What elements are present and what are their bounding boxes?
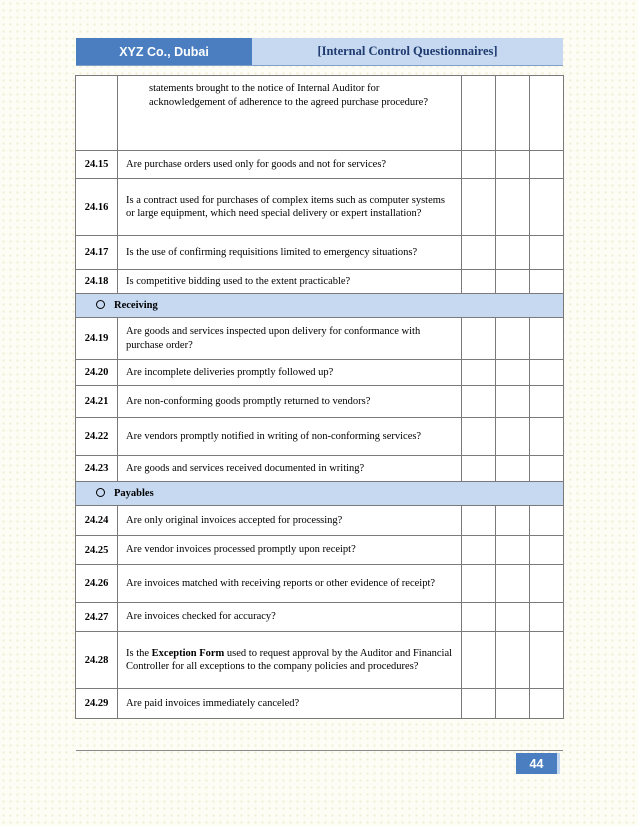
answer-cell-na[interactable] bbox=[530, 386, 564, 418]
answer-cell-no[interactable] bbox=[496, 76, 530, 151]
section-row-receiving bbox=[76, 294, 564, 318]
answer-cell-no[interactable] bbox=[496, 151, 530, 179]
answer-cell-yes[interactable] bbox=[462, 318, 496, 360]
answer-cell-no[interactable] bbox=[496, 418, 530, 456]
question-text: Is the Exception Form used to request approval by the Auditor and Financial Controller for all exceptions to the company policies and procedures? bbox=[118, 632, 462, 689]
answer-cell-yes[interactable] bbox=[462, 360, 496, 386]
answer-cell-yes[interactable] bbox=[462, 418, 496, 456]
answer-cell-yes[interactable] bbox=[462, 632, 496, 689]
item-number: 24.26 bbox=[76, 565, 118, 603]
item-number: 24.29 bbox=[76, 689, 118, 719]
item-number bbox=[76, 76, 118, 151]
table-row bbox=[76, 76, 564, 151]
answer-cell-yes[interactable] bbox=[462, 536, 496, 565]
answer-cell-yes[interactable] bbox=[462, 456, 496, 482]
question-text: Is the use of confirming requisitions limited to emergency situations? bbox=[118, 236, 462, 270]
answer-cell-yes[interactable] bbox=[462, 565, 496, 603]
answer-cell-na[interactable] bbox=[530, 318, 564, 360]
question-text: Are purchase orders used only for goods and not for services? bbox=[118, 151, 462, 179]
answer-cell-no[interactable] bbox=[496, 386, 530, 418]
question-text: statements brought to the notice of Internal Auditor for acknowledgement of adherence to the agreed purchase procedure? bbox=[118, 76, 462, 151]
item-number: 24.23 bbox=[76, 456, 118, 482]
table-row bbox=[76, 386, 564, 418]
answer-cell-na[interactable] bbox=[530, 270, 564, 294]
table-row bbox=[76, 179, 564, 236]
question-text: Are goods and services received documented in writing? bbox=[118, 456, 462, 482]
document-title: [Internal Control Questionnaires] bbox=[252, 38, 563, 65]
item-number: 24.25 bbox=[76, 536, 118, 565]
answer-cell-no[interactable] bbox=[496, 236, 530, 270]
table-row bbox=[76, 632, 564, 689]
answer-cell-na[interactable] bbox=[530, 360, 564, 386]
item-number: 24.15 bbox=[76, 151, 118, 179]
question-text: Are non-conforming goods promptly returned to vendors? bbox=[118, 386, 462, 418]
section-row-payables bbox=[76, 482, 564, 506]
table-row bbox=[76, 270, 564, 294]
table-row bbox=[76, 506, 564, 536]
exception-form-term: Exception Form bbox=[151, 647, 225, 659]
answer-cell-no[interactable] bbox=[496, 689, 530, 719]
answer-cell-na[interactable] bbox=[530, 632, 564, 689]
page-header bbox=[76, 38, 563, 65]
question-text: Is competitive bidding used to the extent practicable? bbox=[118, 270, 462, 294]
item-number: 24.19 bbox=[76, 318, 118, 360]
answer-cell-no[interactable] bbox=[496, 565, 530, 603]
section-heading: Payables bbox=[76, 482, 564, 506]
question-text: Are paid invoices immediately canceled? bbox=[118, 689, 462, 719]
answer-cell-no[interactable] bbox=[496, 456, 530, 482]
item-number: 24.27 bbox=[76, 603, 118, 632]
section-heading: Receiving bbox=[76, 294, 564, 318]
page-number: 44 bbox=[516, 753, 557, 774]
answer-cell-na[interactable] bbox=[530, 565, 564, 603]
table-row bbox=[76, 603, 564, 632]
answer-cell-na[interactable] bbox=[530, 236, 564, 270]
item-number: 24.22 bbox=[76, 418, 118, 456]
answer-cell-no[interactable] bbox=[496, 318, 530, 360]
answer-cell-na[interactable] bbox=[530, 689, 564, 719]
circle-bullet-icon bbox=[96, 300, 105, 309]
circle-bullet-icon bbox=[96, 488, 105, 497]
answer-cell-no[interactable] bbox=[496, 506, 530, 536]
item-number: 24.16 bbox=[76, 179, 118, 236]
answer-cell-yes[interactable] bbox=[462, 151, 496, 179]
table-row bbox=[76, 360, 564, 386]
company-name: XYZ Co., Dubai bbox=[76, 38, 252, 65]
answer-cell-no[interactable] bbox=[496, 179, 530, 236]
answer-cell-yes[interactable] bbox=[462, 179, 496, 236]
answer-cell-no[interactable] bbox=[496, 632, 530, 689]
table-row bbox=[76, 318, 564, 360]
question-text: Are invoices matched with receiving reports or other evidence of receipt? bbox=[118, 565, 462, 603]
question-text: Are vendor invoices processed promptly upon receipt? bbox=[118, 536, 462, 565]
answer-cell-no[interactable] bbox=[496, 536, 530, 565]
page-number-accent bbox=[557, 753, 560, 774]
answer-cell-na[interactable] bbox=[530, 418, 564, 456]
table-row bbox=[76, 151, 564, 179]
table-row bbox=[76, 236, 564, 270]
answer-cell-na[interactable] bbox=[530, 151, 564, 179]
answer-cell-yes[interactable] bbox=[462, 76, 496, 151]
table-row bbox=[76, 536, 564, 565]
questionnaire-table bbox=[75, 75, 564, 719]
answer-cell-yes[interactable] bbox=[462, 689, 496, 719]
header-divider bbox=[76, 65, 563, 66]
table-row bbox=[76, 456, 564, 482]
answer-cell-na[interactable] bbox=[530, 179, 564, 236]
answer-cell-yes[interactable] bbox=[462, 236, 496, 270]
item-number: 24.17 bbox=[76, 236, 118, 270]
item-number: 24.24 bbox=[76, 506, 118, 536]
question-text: Are incomplete deliveries promptly followed up? bbox=[118, 360, 462, 386]
item-number: 24.28 bbox=[76, 632, 118, 689]
answer-cell-na[interactable] bbox=[530, 76, 564, 151]
answer-cell-no[interactable] bbox=[496, 270, 530, 294]
question-text: Are goods and services inspected upon delivery for conformance with purchase order? bbox=[118, 318, 462, 360]
question-text: Are only original invoices accepted for processing? bbox=[118, 506, 462, 536]
answer-cell-na[interactable] bbox=[530, 456, 564, 482]
answer-cell-yes[interactable] bbox=[462, 506, 496, 536]
question-text: Are invoices checked for accuracy? bbox=[118, 603, 462, 632]
item-number: 24.20 bbox=[76, 360, 118, 386]
answer-cell-na[interactable] bbox=[530, 603, 564, 632]
table-row bbox=[76, 565, 564, 603]
answer-cell-na[interactable] bbox=[530, 506, 564, 536]
answer-cell-yes[interactable] bbox=[462, 603, 496, 632]
answer-cell-no[interactable] bbox=[496, 603, 530, 632]
answer-cell-no[interactable] bbox=[496, 360, 530, 386]
table-row bbox=[76, 689, 564, 719]
answer-cell-yes[interactable] bbox=[462, 270, 496, 294]
answer-cell-yes[interactable] bbox=[462, 386, 496, 418]
question-text: Are vendors promptly notified in writing of non-conforming services? bbox=[118, 418, 462, 456]
item-number: 24.21 bbox=[76, 386, 118, 418]
table-row bbox=[76, 418, 564, 456]
footer-divider bbox=[76, 750, 563, 751]
question-text: Is a contract used for purchases of complex items such as computer systems or large equipment, which need special delivery or expert installation? bbox=[118, 179, 462, 236]
answer-cell-na[interactable] bbox=[530, 536, 564, 565]
item-number: 24.18 bbox=[76, 270, 118, 294]
